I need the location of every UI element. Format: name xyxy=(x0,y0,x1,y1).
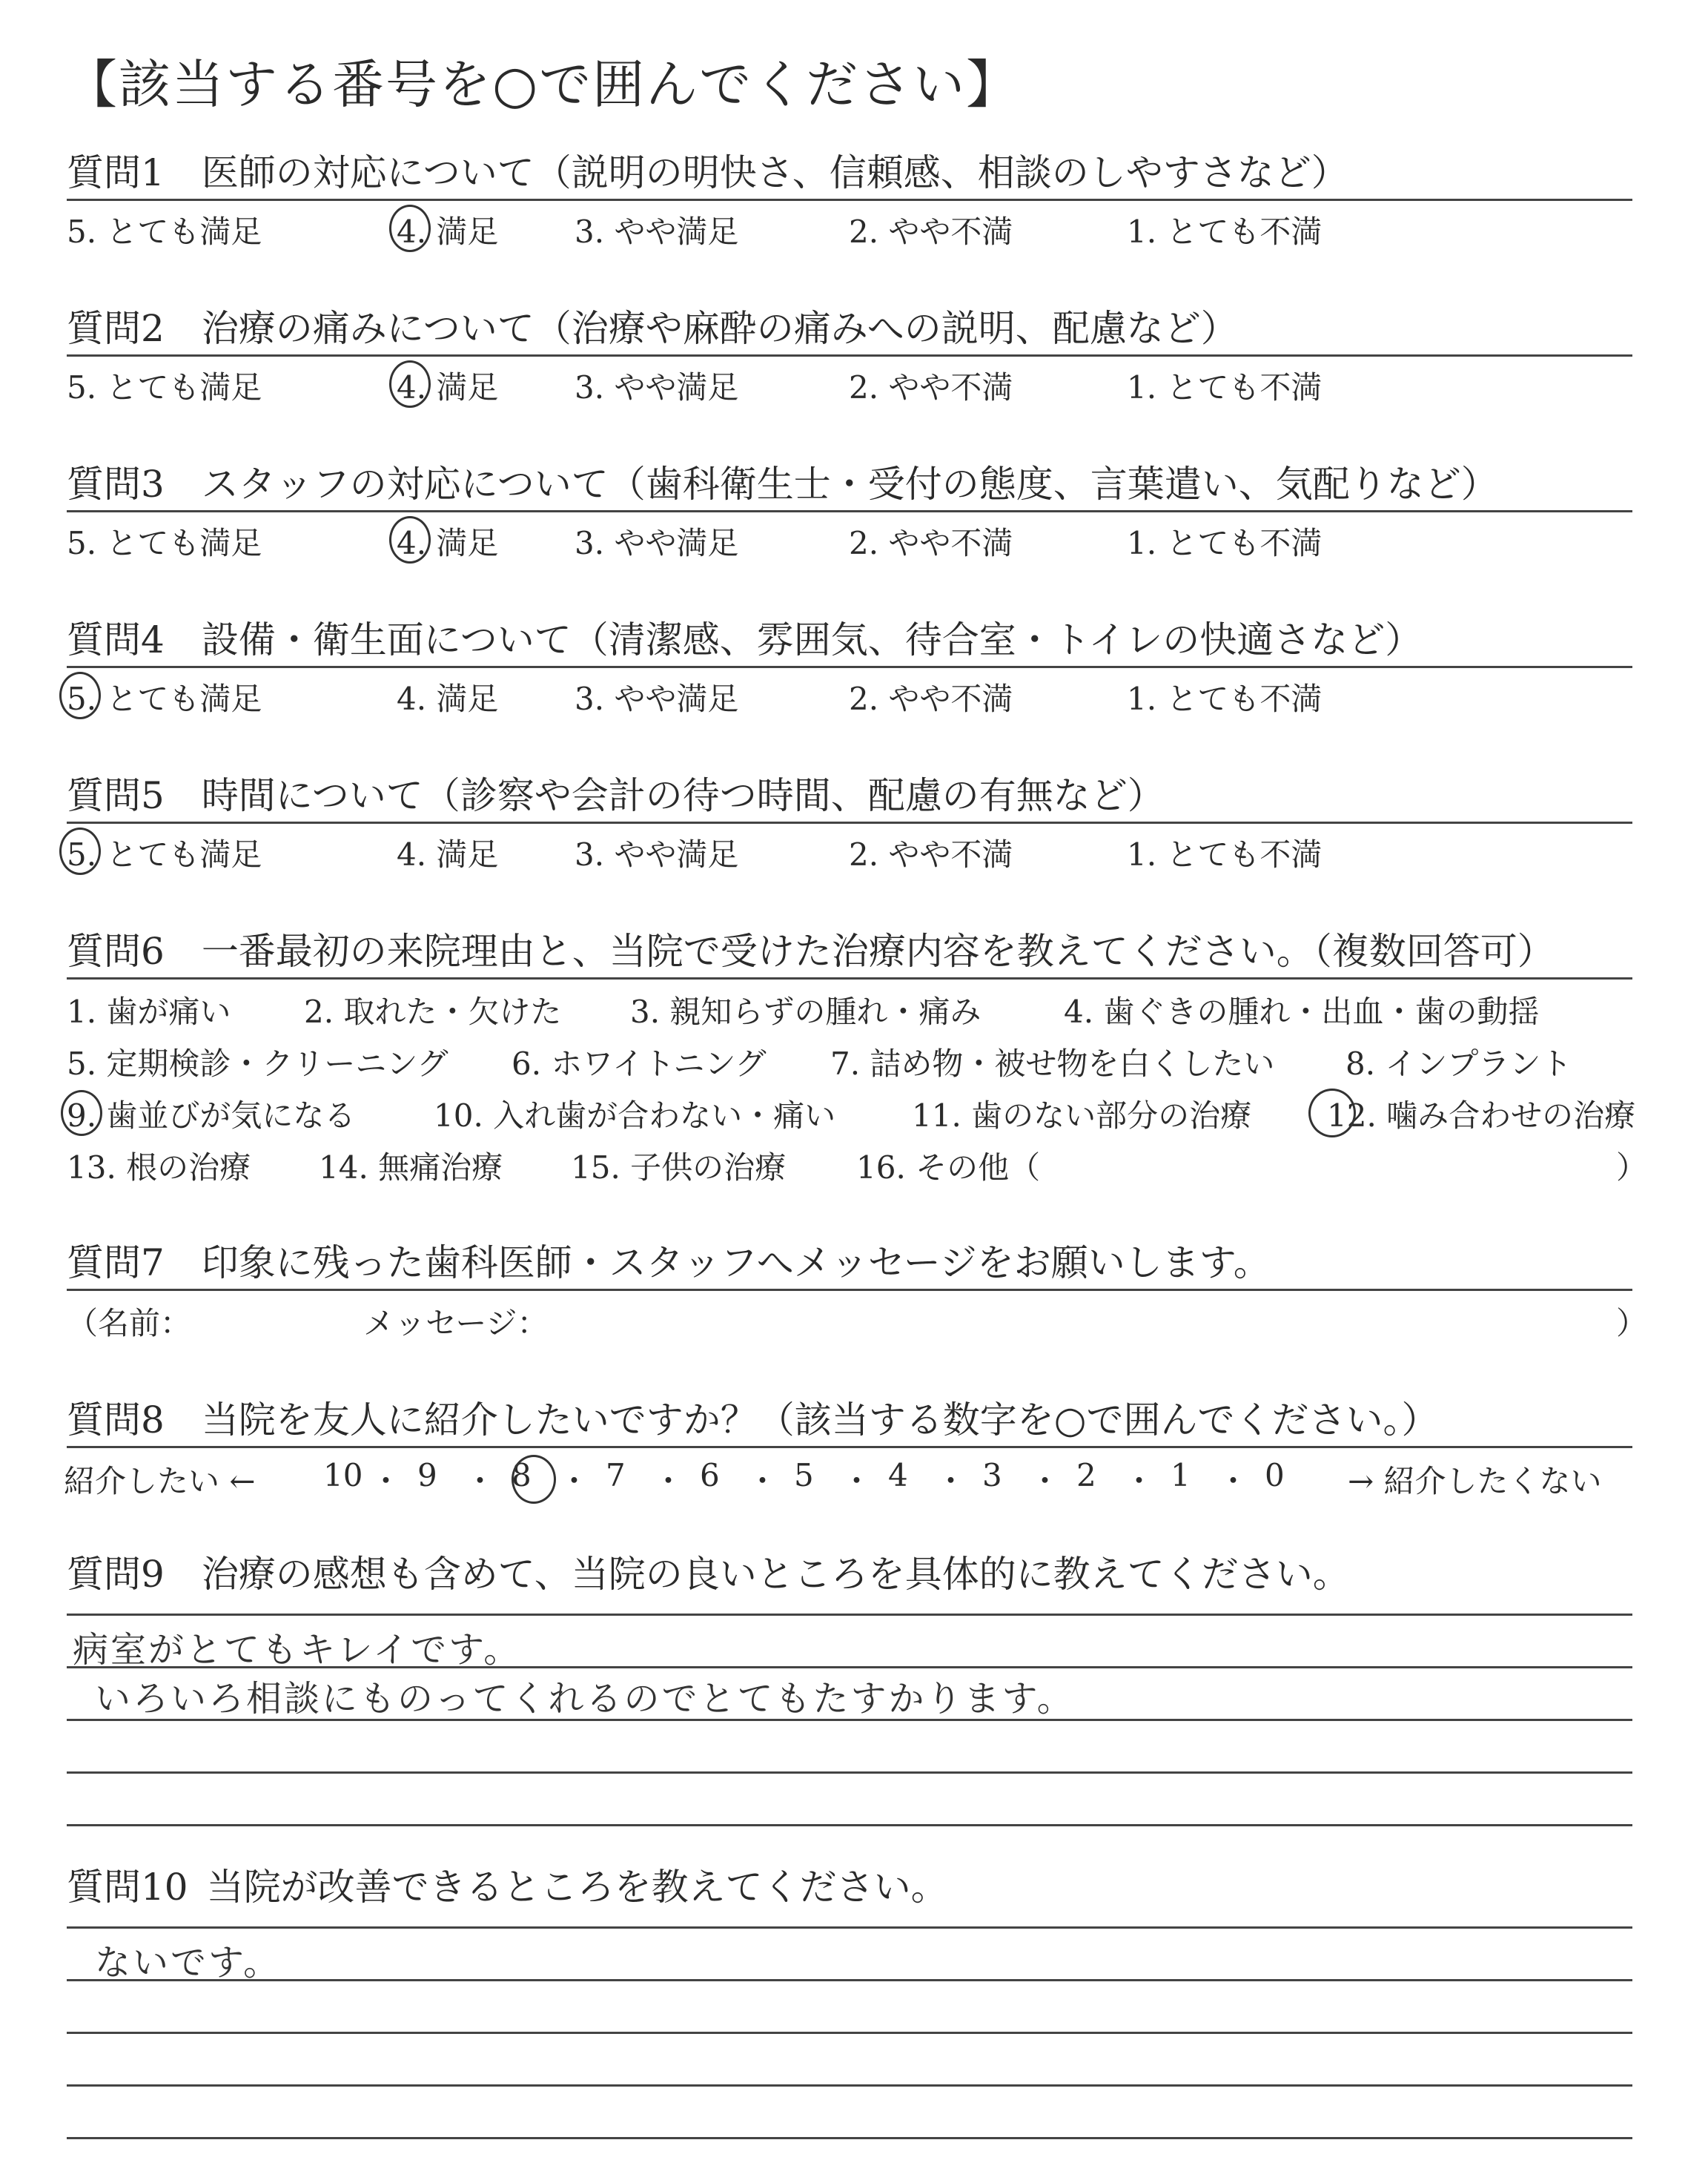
selection-circle xyxy=(389,360,431,408)
question-label: 質問7 xyxy=(67,1241,165,1284)
divider xyxy=(67,354,1632,357)
divider xyxy=(67,1289,1632,1291)
reason-option[interactable]: 11. 歯のない部分の治療 xyxy=(912,1097,1252,1134)
handwritten-answer: いろいろ相談にものってくれるのでとてもたすかります。 xyxy=(95,1678,1075,1720)
handwritten-answer: 病室がとてもキレイです。 xyxy=(73,1629,522,1671)
reason-option[interactable]: 2. 取れた・欠けた xyxy=(304,994,562,1030)
question-8 xyxy=(67,1394,1632,1446)
name-label: （名前： xyxy=(67,1305,192,1341)
reason-option[interactable]: 14. 無痛治療 xyxy=(319,1149,503,1186)
scale-separator: ・ xyxy=(652,1463,684,1499)
rating-option[interactable]: 1. とても不満 xyxy=(1127,836,1323,873)
page-title: 【該当する番号を○で囲んでください】 xyxy=(65,54,1020,115)
question-10 xyxy=(67,1861,1632,1913)
question-9 xyxy=(67,1548,1632,1600)
rating-option[interactable]: 2. やや不満 xyxy=(849,369,1013,406)
rating-option[interactable]: 4. 満足 xyxy=(397,836,499,873)
reason-option[interactable]: 5. 定期検診・クリーニング xyxy=(67,1046,448,1082)
scale-value[interactable]: 2 xyxy=(1076,1457,1096,1493)
scale-separator: ・ xyxy=(1029,1463,1061,1499)
selection-circle xyxy=(389,205,431,252)
rating-option[interactable]: 5. とても満足 xyxy=(67,836,262,873)
rating-option[interactable]: 5. とても満足 xyxy=(67,681,262,717)
paren-close: ） xyxy=(1616,1305,1648,1341)
writing-line xyxy=(67,2084,1632,2087)
rating-option[interactable]: 2. やや不満 xyxy=(849,681,1013,717)
scale-separator: ・ xyxy=(370,1463,402,1499)
question-text: 当院が改善できるところを教えてください。 xyxy=(206,1866,948,1909)
rating-option[interactable]: 5. とても満足 xyxy=(67,525,262,561)
rating-option[interactable]: 4. 満足 xyxy=(397,681,499,717)
selection-circle xyxy=(61,1090,102,1136)
question-label: 質問5 xyxy=(67,774,165,817)
rating-option[interactable]: 4. 満足 xyxy=(397,369,499,406)
reason-option[interactable]: 4. 歯ぐきの腫れ・出血・歯の動揺 xyxy=(1064,994,1540,1030)
scale-value[interactable]: 0 xyxy=(1265,1457,1285,1493)
rating-option[interactable]: 3. やや満足 xyxy=(575,681,739,717)
reason-option[interactable]: 8. インプラント xyxy=(1345,1046,1572,1082)
rating-option[interactable]: 1. とても不満 xyxy=(1127,681,1323,717)
rating-option[interactable]: 2. やや不満 xyxy=(849,836,1013,873)
selection-circle xyxy=(59,672,101,719)
writing-line xyxy=(67,1614,1632,1616)
question-text: 印象に残った歯科医師・スタッフへメッセージをお願いします。 xyxy=(201,1241,1271,1284)
scale-value[interactable]: 1 xyxy=(1171,1457,1191,1493)
rating-option[interactable]: 3. やや満足 xyxy=(575,369,739,406)
question-label: 質問8 xyxy=(67,1398,165,1441)
scale-value[interactable]: 3 xyxy=(982,1457,1002,1493)
writing-line xyxy=(67,2032,1632,2034)
question-label: 質問6 xyxy=(67,930,165,973)
rating-option[interactable]: 1. とても不満 xyxy=(1127,369,1323,406)
message-label: メッセージ： xyxy=(363,1305,549,1341)
question-text: 一番最初の来院理由と、当院で受けた治療内容を教えてください。（複数回答可） xyxy=(201,930,1555,973)
selection-circle xyxy=(389,516,431,564)
scale-separator: ・ xyxy=(464,1463,496,1499)
divider xyxy=(67,977,1632,980)
question-label: 質問10 xyxy=(67,1866,188,1909)
scale-separator: ・ xyxy=(1123,1463,1155,1499)
question-text: 治療の痛みについて（治療や麻酔の痛みへの説明、配慮など） xyxy=(201,307,1238,350)
question-4 xyxy=(67,614,1632,666)
divider xyxy=(67,1446,1632,1448)
scale-left-label: 紹介したい ← xyxy=(64,1463,256,1499)
question-text: 設備・衛生面について（清潔感、雰囲気、待合室・トイレの快適さなど） xyxy=(201,618,1423,661)
scale-right-label: → 紹介したくない xyxy=(1348,1463,1602,1499)
scale-separator: ・ xyxy=(747,1463,778,1499)
question-1 xyxy=(67,147,1632,199)
question-label: 質問9 xyxy=(67,1553,165,1596)
reason-option[interactable]: 10. 入れ歯が合わない・痛い xyxy=(434,1097,836,1134)
writing-line xyxy=(67,1771,1632,1774)
rating-option[interactable]: 1. とても不満 xyxy=(1127,214,1323,250)
handwritten-answer: ないです。 xyxy=(95,1942,282,1984)
scale-value[interactable]: 4 xyxy=(888,1457,908,1493)
reason-option[interactable]: 16. その他（ xyxy=(856,1149,1041,1186)
question-label: 質問4 xyxy=(67,618,165,661)
rating-option[interactable]: 4. 満足 xyxy=(397,214,499,250)
reason-option-selected[interactable]: 12. 噛み合わせの治療 xyxy=(1327,1097,1636,1134)
question-text: スタッフの対応について（歯科衛生士・受付の態度、言葉遣い、気配りなど） xyxy=(201,463,1498,506)
selection-circle xyxy=(1308,1089,1356,1137)
scale-separator: ・ xyxy=(935,1463,967,1499)
question-text: 治療の感想も含めて、当院の良いところを具体的に教えてください。 xyxy=(201,1553,1350,1596)
divider xyxy=(67,199,1632,201)
writing-line xyxy=(67,1926,1632,1929)
rating-option[interactable]: 2. やや不満 xyxy=(849,214,1013,250)
rating-option[interactable]: 5. とても満足 xyxy=(67,214,262,250)
scale-value[interactable]: 9 xyxy=(417,1457,437,1493)
divider xyxy=(67,510,1632,512)
rating-option[interactable]: 3. やや満足 xyxy=(575,836,739,873)
rating-option[interactable]: 3. やや満足 xyxy=(575,214,739,250)
reason-option[interactable]: 1. 歯が痛い xyxy=(67,994,231,1030)
selection-circle xyxy=(59,828,101,875)
question-text: 時間について（診察や会計の待つ時間、配慮の有無など） xyxy=(201,774,1165,817)
rating-option[interactable]: 1. とても不満 xyxy=(1127,525,1323,561)
writing-line xyxy=(67,2137,1632,2139)
selection-circle xyxy=(512,1455,556,1504)
question-label: 質問1 xyxy=(67,151,165,194)
divider xyxy=(67,822,1632,824)
question-3 xyxy=(67,458,1632,510)
question-2 xyxy=(67,303,1632,354)
rating-option[interactable]: 2. やや不満 xyxy=(849,525,1013,561)
reason-option[interactable]: 6. ホワイトニング xyxy=(512,1046,767,1082)
scale-separator: ・ xyxy=(558,1463,590,1499)
question-text: 当院を友人に紹介したいですか？（該当する数字を○で囲んでください。） xyxy=(201,1398,1439,1441)
reason-option[interactable]: 7. 詰め物・被せ物を白くしたい xyxy=(830,1046,1275,1082)
rating-option[interactable]: 5. とても満足 xyxy=(67,369,262,406)
divider xyxy=(67,666,1632,668)
reason-option[interactable]: 13. 根の治療 xyxy=(67,1149,251,1186)
reason-option[interactable]: 15. 子供の治療 xyxy=(571,1149,787,1186)
scale-value[interactable]: 10 xyxy=(323,1457,363,1493)
scale-value[interactable]: 7 xyxy=(606,1457,626,1493)
scale-value[interactable]: 6 xyxy=(700,1457,720,1493)
question-text: 医師の対応について（説明の明快さ、信頼感、相談のしやすさなど） xyxy=(201,151,1348,194)
question-7 xyxy=(67,1237,1632,1289)
scale-separator: ・ xyxy=(841,1463,873,1499)
question-5 xyxy=(67,770,1632,822)
writing-line xyxy=(67,1824,1632,1826)
rating-option[interactable]: 3. やや満足 xyxy=(575,525,739,561)
question-label: 質問3 xyxy=(67,463,165,506)
scale-value[interactable]: 8 xyxy=(512,1457,532,1493)
question-label: 質問2 xyxy=(67,307,165,350)
writing-line xyxy=(67,1979,1632,1981)
reason-option[interactable]: 3. 親知らずの腫れ・痛み xyxy=(630,994,982,1030)
paren-close: ） xyxy=(1616,1149,1648,1186)
question-6 xyxy=(67,925,1632,977)
rating-option[interactable]: 4. 満足 xyxy=(397,525,499,561)
reason-option-selected[interactable]: 9. 歯並びが気になる xyxy=(67,1097,356,1134)
scale-value[interactable]: 5 xyxy=(794,1457,814,1493)
scale-separator: ・ xyxy=(1217,1463,1249,1499)
